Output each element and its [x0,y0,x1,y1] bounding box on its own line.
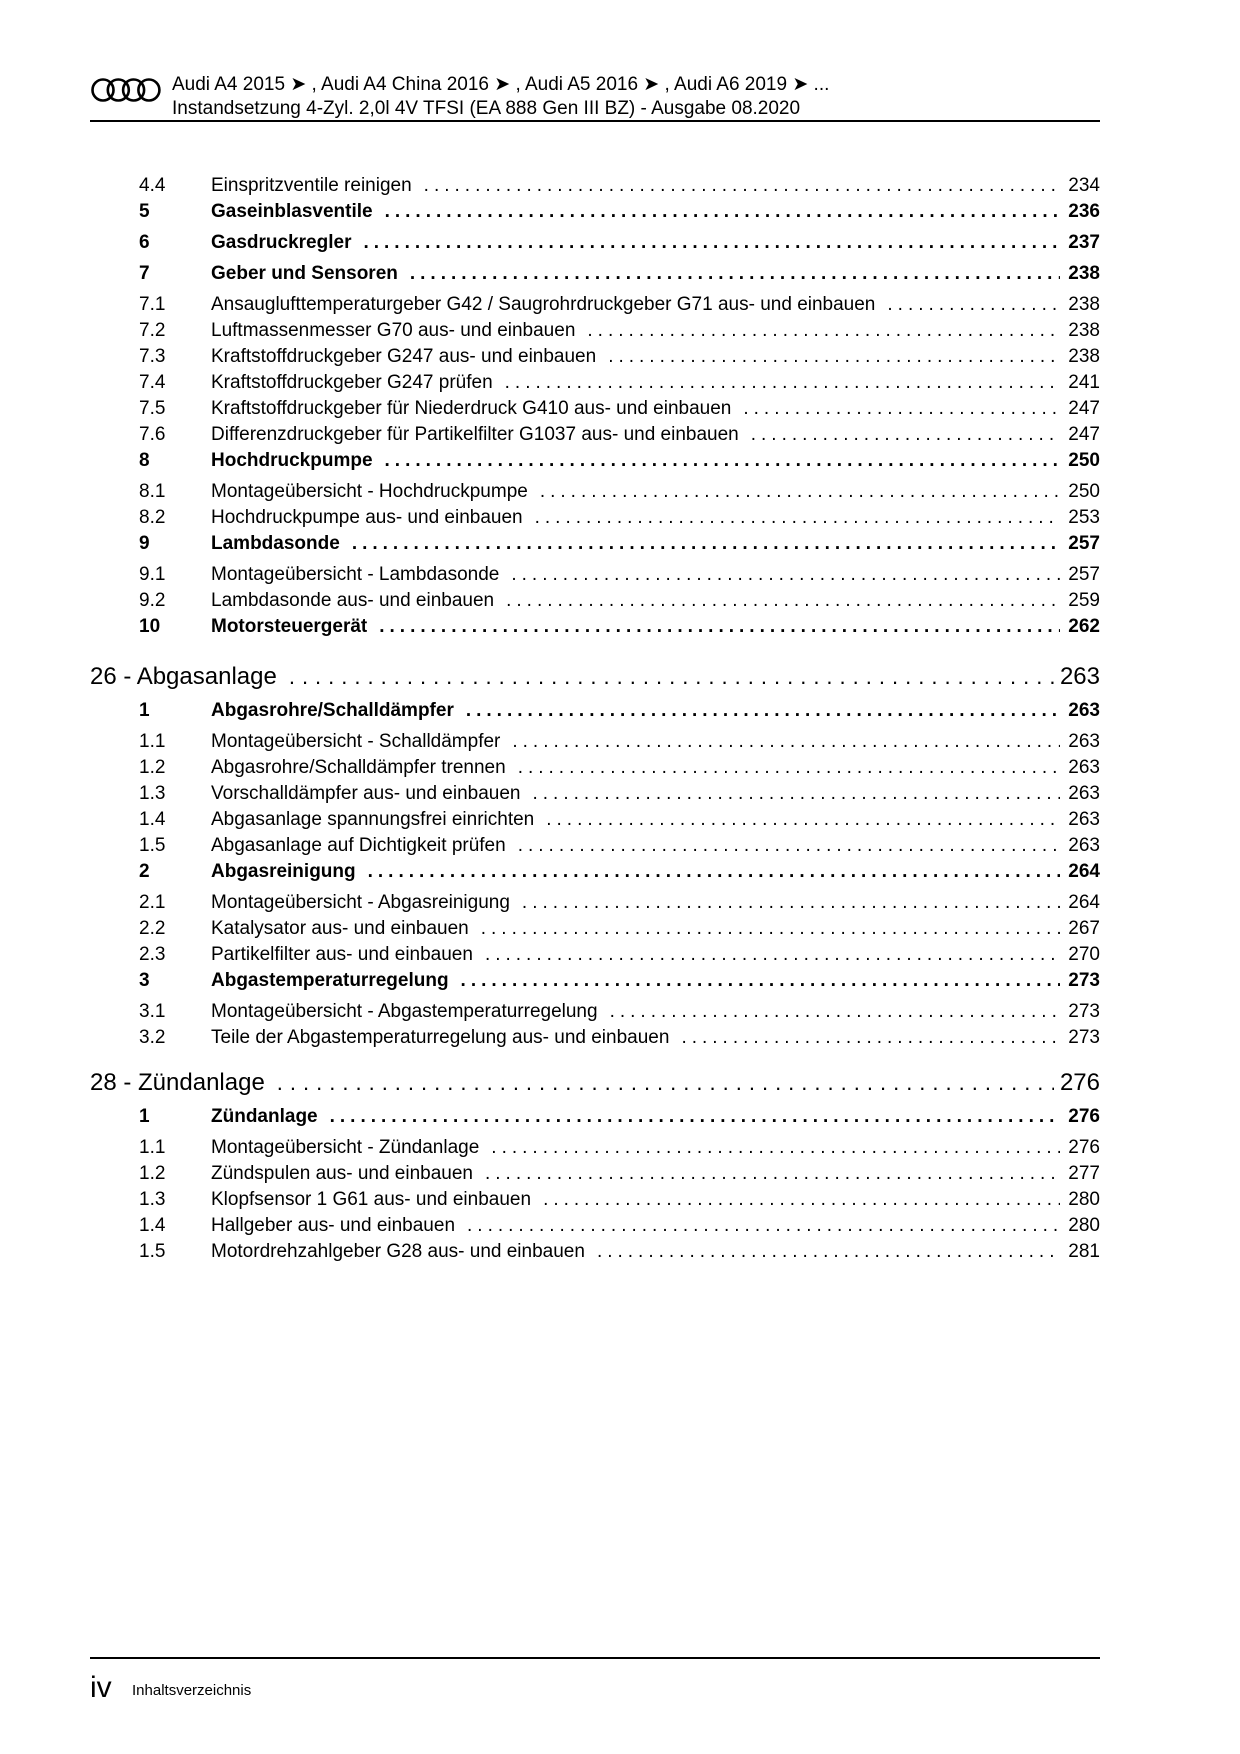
toc-dot-leader [681,1027,1060,1049]
toc-entry-title: Hallgeber aus- und einbauen [211,1215,456,1236]
toc-entry-page: 250 [1068,450,1100,471]
toc-entry-number: 1.3 [139,783,166,804]
toc-entry-page: 276 [1068,1106,1100,1127]
footer-section-label: Inhaltsverzeichnis [132,1682,252,1699]
footer-page-number: iv [90,1671,112,1704]
toc-dot-leader [540,481,1060,503]
toc-dot-leader [751,424,1060,446]
toc-entry-number: 10 [139,616,161,637]
toc-dot-leader [518,757,1060,779]
toc-entry-title: Zündspulen aus- und einbauen [211,1163,473,1184]
toc-entry-page: 273 [1068,1001,1100,1022]
toc-entry-page: 281 [1068,1241,1100,1262]
toc-subsection-entry[interactable] [90,590,1100,616]
toc-entry-title: Teile der Abgastemperaturregelung aus- und einbauen [211,1027,670,1048]
toc-entry-title: Montageübersicht - Hochdruckpumpe [211,481,528,502]
toc-subsection-entry[interactable] [90,783,1100,809]
toc-entry-title: Motordrehzahlgeber G28 aus- und einbauen [211,1241,585,1262]
toc-subsection-entry[interactable] [90,175,1100,201]
toc-entry-number: 1.5 [139,1241,166,1262]
toc-entry-number: 1.2 [139,757,166,778]
toc-entry-title: Kraftstoffdruckgeber G247 aus- und einbauen [211,346,597,367]
toc-entry-page: 247 [1068,424,1100,445]
footer-divider [90,1657,1100,1659]
toc-entry-page: 234 [1068,175,1100,196]
toc-entry-number: 7.4 [139,372,166,393]
toc-dot-leader [587,320,1060,342]
toc-entry-number: 5 [139,201,150,222]
toc-subsection-entry[interactable] [90,809,1100,835]
toc-entry-page: 270 [1068,944,1100,965]
toc-entry-page: 263 [1068,809,1100,830]
toc-entry-title: Montageübersicht - Lambdasonde [211,564,500,585]
toc-entry-number: 7.6 [139,424,166,445]
toc-entry-title: Partikelfilter aus- und einbauen [211,944,473,965]
toc-dot-leader [385,450,1060,472]
toc-entry-page: 241 [1068,372,1100,393]
toc-dot-leader [461,970,1060,992]
toc-dot-leader [506,590,1060,612]
toc-entry-number: 7.3 [139,346,166,367]
header-divider [90,120,1100,122]
toc-entry-title: Lambdasonde aus- und einbauen [211,590,495,611]
toc-entry-title: Montageübersicht - Zündanlage [211,1137,480,1158]
toc-entry-page: 276 [1068,1137,1100,1158]
toc-subsection-entry[interactable] [90,892,1100,918]
toc-dot-leader [379,616,1060,638]
toc-dot-leader [352,533,1060,555]
toc-subsection-entry[interactable] [90,507,1100,533]
toc-entry-title: Abgasrohre/Schalldämpfer trennen [211,757,506,778]
toc-entry-number: 1.3 [139,1189,166,1210]
toc-entry-number: 1.1 [139,1137,166,1158]
toc-entry-number: 1.4 [139,809,166,830]
toc-entry-title: Ansauglufttemperaturgeber G42 / Saugrohrdruckgeber G71 aus- und einbauen [211,294,876,315]
toc-section-entry[interactable] [90,201,1100,232]
toc-entry-page: 263 [1068,783,1100,804]
toc-dot-leader [532,783,1060,805]
toc-entry-page: 238 [1068,320,1100,341]
toc-entry-page: 237 [1068,232,1100,253]
toc-entry-title: Kraftstoffdruckgeber für Niederdruck G410 aus- und einbauen [211,398,732,419]
toc-entry-page: 263 [1068,757,1100,778]
toc-entry-page: 264 [1068,861,1100,882]
toc-entry-number: 8.1 [139,481,166,502]
toc-subsection-entry[interactable] [90,481,1100,507]
toc-dot-leader [363,232,1060,254]
toc-entry-page: 277 [1068,1163,1100,1184]
toc-dot-leader [289,664,1054,690]
toc-entry-number: 9.1 [139,564,166,585]
toc-dot-leader [608,346,1060,368]
toc-entry-title: Katalysator aus- und einbauen [211,918,469,939]
toc-entry-number: 2 [139,861,150,882]
toc-dot-leader [743,398,1060,420]
toc-subsection-entry[interactable] [90,398,1100,424]
toc-dot-leader [511,564,1060,586]
toc-entry-page: 273 [1068,970,1100,991]
toc-entry-number: 2.3 [139,944,166,965]
toc-section-entry[interactable] [90,970,1100,1001]
toc-entry-title: Lambdasonde [211,533,340,554]
toc-entry-title: Gasdruckregler [211,232,352,253]
toc-entry-page: 273 [1068,1027,1100,1048]
toc-entry-title: Zündanlage [211,1106,318,1127]
toc-subsection-entry[interactable] [90,346,1100,372]
toc-dot-leader [330,1106,1060,1128]
toc-entry-page: 247 [1068,398,1100,419]
toc-entry-title: Differenzdruckgeber für Partikelfilter G1037 aus- und einbauen [211,424,739,445]
toc-chapter-entry[interactable] [90,1053,1100,1106]
toc-entry-title: Montageübersicht - Schalldämpfer [211,731,501,752]
toc-section-entry[interactable] [90,861,1100,892]
toc-entry-page: 276 [1059,1068,1100,1096]
toc-entry-number: 8 [139,450,150,471]
toc-entry-title: Kraftstoffdruckgeber G247 prüfen [211,372,493,393]
toc-entry-page: 257 [1068,564,1100,585]
toc-entry-title: 26 - Abgasanlage [90,662,277,690]
toc-dot-leader [277,1070,1054,1096]
toc-section-entry[interactable] [90,616,1100,647]
toc-entry-number: 3.1 [139,1001,166,1022]
toc-entry-title: 28 - Zündanlage [90,1068,265,1096]
toc-dot-leader [485,944,1060,966]
toc-subsection-entry[interactable] [90,1163,1100,1189]
toc-entry-title: Abgasanlage auf Dichtigkeit prüfen [211,835,506,856]
toc-entry-title: Montageübersicht - Abgasreinigung [211,892,510,913]
toc-dot-leader [385,201,1060,223]
toc-entry-title: Montageübersicht - Abgastemperaturregelung [211,1001,598,1022]
toc-entry-title: Einspritzventile reinigen [211,175,412,196]
toc-entry-number: 2.2 [139,918,166,939]
toc-section-entry[interactable] [90,263,1100,294]
toc-entry-page: 263 [1068,835,1100,856]
toc-subsection-entry[interactable] [90,320,1100,346]
toc-entry-page: 250 [1068,481,1100,502]
toc-dot-leader [505,372,1060,394]
toc-entry-number: 3.2 [139,1027,166,1048]
toc-entry-number: 7.5 [139,398,166,419]
toc-entry-number: 1.5 [139,835,166,856]
toc-dot-leader [512,731,1060,753]
toc-entry-page: 259 [1068,590,1100,611]
toc-entry-number: 2.1 [139,892,166,913]
toc-entry-page: 263 [1068,700,1100,721]
toc-entry-page: 257 [1068,533,1100,554]
toc-section-entry[interactable] [90,1106,1100,1137]
toc-entry-number: 3 [139,970,150,991]
toc-subsection-entry[interactable] [90,294,1100,320]
toc-dot-leader [535,507,1060,529]
toc-entry-page: 236 [1068,201,1100,222]
toc-dot-leader [467,1215,1060,1237]
toc-dot-leader [887,294,1060,316]
toc-chapter-entry[interactable] [90,647,1100,700]
toc-subsection-entry[interactable] [90,918,1100,944]
toc-dot-leader [481,918,1060,940]
toc-entry-page: 238 [1068,263,1100,284]
toc-entry-number: 9 [139,533,150,554]
toc-subsection-entry[interactable] [90,372,1100,398]
toc-subsection-entry[interactable] [90,1189,1100,1215]
audi-rings-icon [90,76,162,104]
toc-entry-number: 4.4 [139,175,166,196]
toc-entry-number: 9.2 [139,590,166,611]
toc-entry-page: 264 [1068,892,1100,913]
toc-entry-title: Vorschalldämpfer aus- und einbauen [211,783,521,804]
toc-dot-leader [466,700,1060,722]
toc-entry-title: Gaseinblasventile [211,201,373,222]
toc-dot-leader [410,263,1060,285]
toc-entry-number: 1.1 [139,731,166,752]
toc-entry-title: Geber und Sensoren [211,263,398,284]
toc-dot-leader [543,1189,1060,1211]
toc-entry-number: 7.1 [139,294,166,315]
toc-entry-page: 253 [1068,507,1100,528]
toc-entry-title: Abgastemperaturregelung [211,970,449,991]
toc-entry-title: Klopfsensor 1 G61 aus- und einbauen [211,1189,532,1210]
toc-dot-leader [597,1241,1060,1263]
toc-subsection-entry[interactable] [90,564,1100,590]
toc-section-entry[interactable] [90,232,1100,263]
toc-section-entry[interactable] [90,700,1100,731]
toc-entry-page: 280 [1068,1189,1100,1210]
toc-dot-leader [610,1001,1060,1023]
header-vehicle-models: Audi A4 2015 ➤ , Audi A4 China 2016 ➤ , Audi A5 2016 ➤ , Audi A6 2019 ➤ ... [172,74,830,95]
toc-entry-page: 238 [1068,294,1100,315]
header-manual-title: Instandsetzung 4-Zyl. 2,0l 4V TFSI (EA 888 Gen III BZ) - Ausgabe 08.2020 [172,98,801,119]
toc-dot-leader [424,175,1060,197]
toc-subsection-entry[interactable] [90,424,1100,450]
table-of-contents [90,175,1100,1267]
toc-subsection-entry[interactable] [90,835,1100,861]
toc-entry-page: 263 [1059,662,1100,690]
toc-dot-leader [518,835,1060,857]
toc-entry-number: 7.2 [139,320,166,341]
toc-dot-leader [485,1163,1060,1185]
toc-entry-page: 267 [1068,918,1100,939]
toc-subsection-entry[interactable] [90,731,1100,757]
toc-subsection-entry[interactable] [90,1241,1100,1267]
toc-section-entry[interactable] [90,450,1100,481]
toc-subsection-entry[interactable] [90,944,1100,970]
toc-entry-title: Abgasreinigung [211,861,356,882]
toc-entry-number: 8.2 [139,507,166,528]
toc-entry-number: 1 [139,1106,150,1127]
toc-subsection-entry[interactable] [90,1001,1100,1027]
toc-subsection-entry[interactable] [90,1137,1100,1163]
toc-subsection-entry[interactable] [90,1215,1100,1241]
toc-subsection-entry[interactable] [90,1027,1100,1053]
toc-entry-page: 280 [1068,1215,1100,1236]
toc-dot-leader [546,809,1060,831]
toc-entry-title: Abgasrohre/Schalldämpfer [211,700,454,721]
toc-entry-number: 1.4 [139,1215,166,1236]
toc-entry-title: Hochdruckpumpe [211,450,373,471]
toc-dot-leader [491,1137,1060,1159]
toc-entry-title: Hochdruckpumpe aus- und einbauen [211,507,523,528]
toc-entry-number: 6 [139,232,150,253]
toc-entry-title: Abgasanlage spannungsfrei einrichten [211,809,535,830]
toc-entry-number: 1 [139,700,150,721]
toc-entry-number: 1.2 [139,1163,166,1184]
toc-dot-leader [522,892,1060,914]
toc-entry-title: Luftmassenmesser G70 aus- und einbauen [211,320,576,341]
toc-entry-page: 262 [1068,616,1100,637]
toc-entry-page: 263 [1068,731,1100,752]
toc-section-entry[interactable] [90,533,1100,564]
toc-entry-number: 7 [139,263,150,284]
toc-entry-title: Motorsteuergerät [211,616,368,637]
toc-subsection-entry[interactable] [90,757,1100,783]
toc-dot-leader [368,861,1060,883]
toc-entry-page: 238 [1068,346,1100,367]
